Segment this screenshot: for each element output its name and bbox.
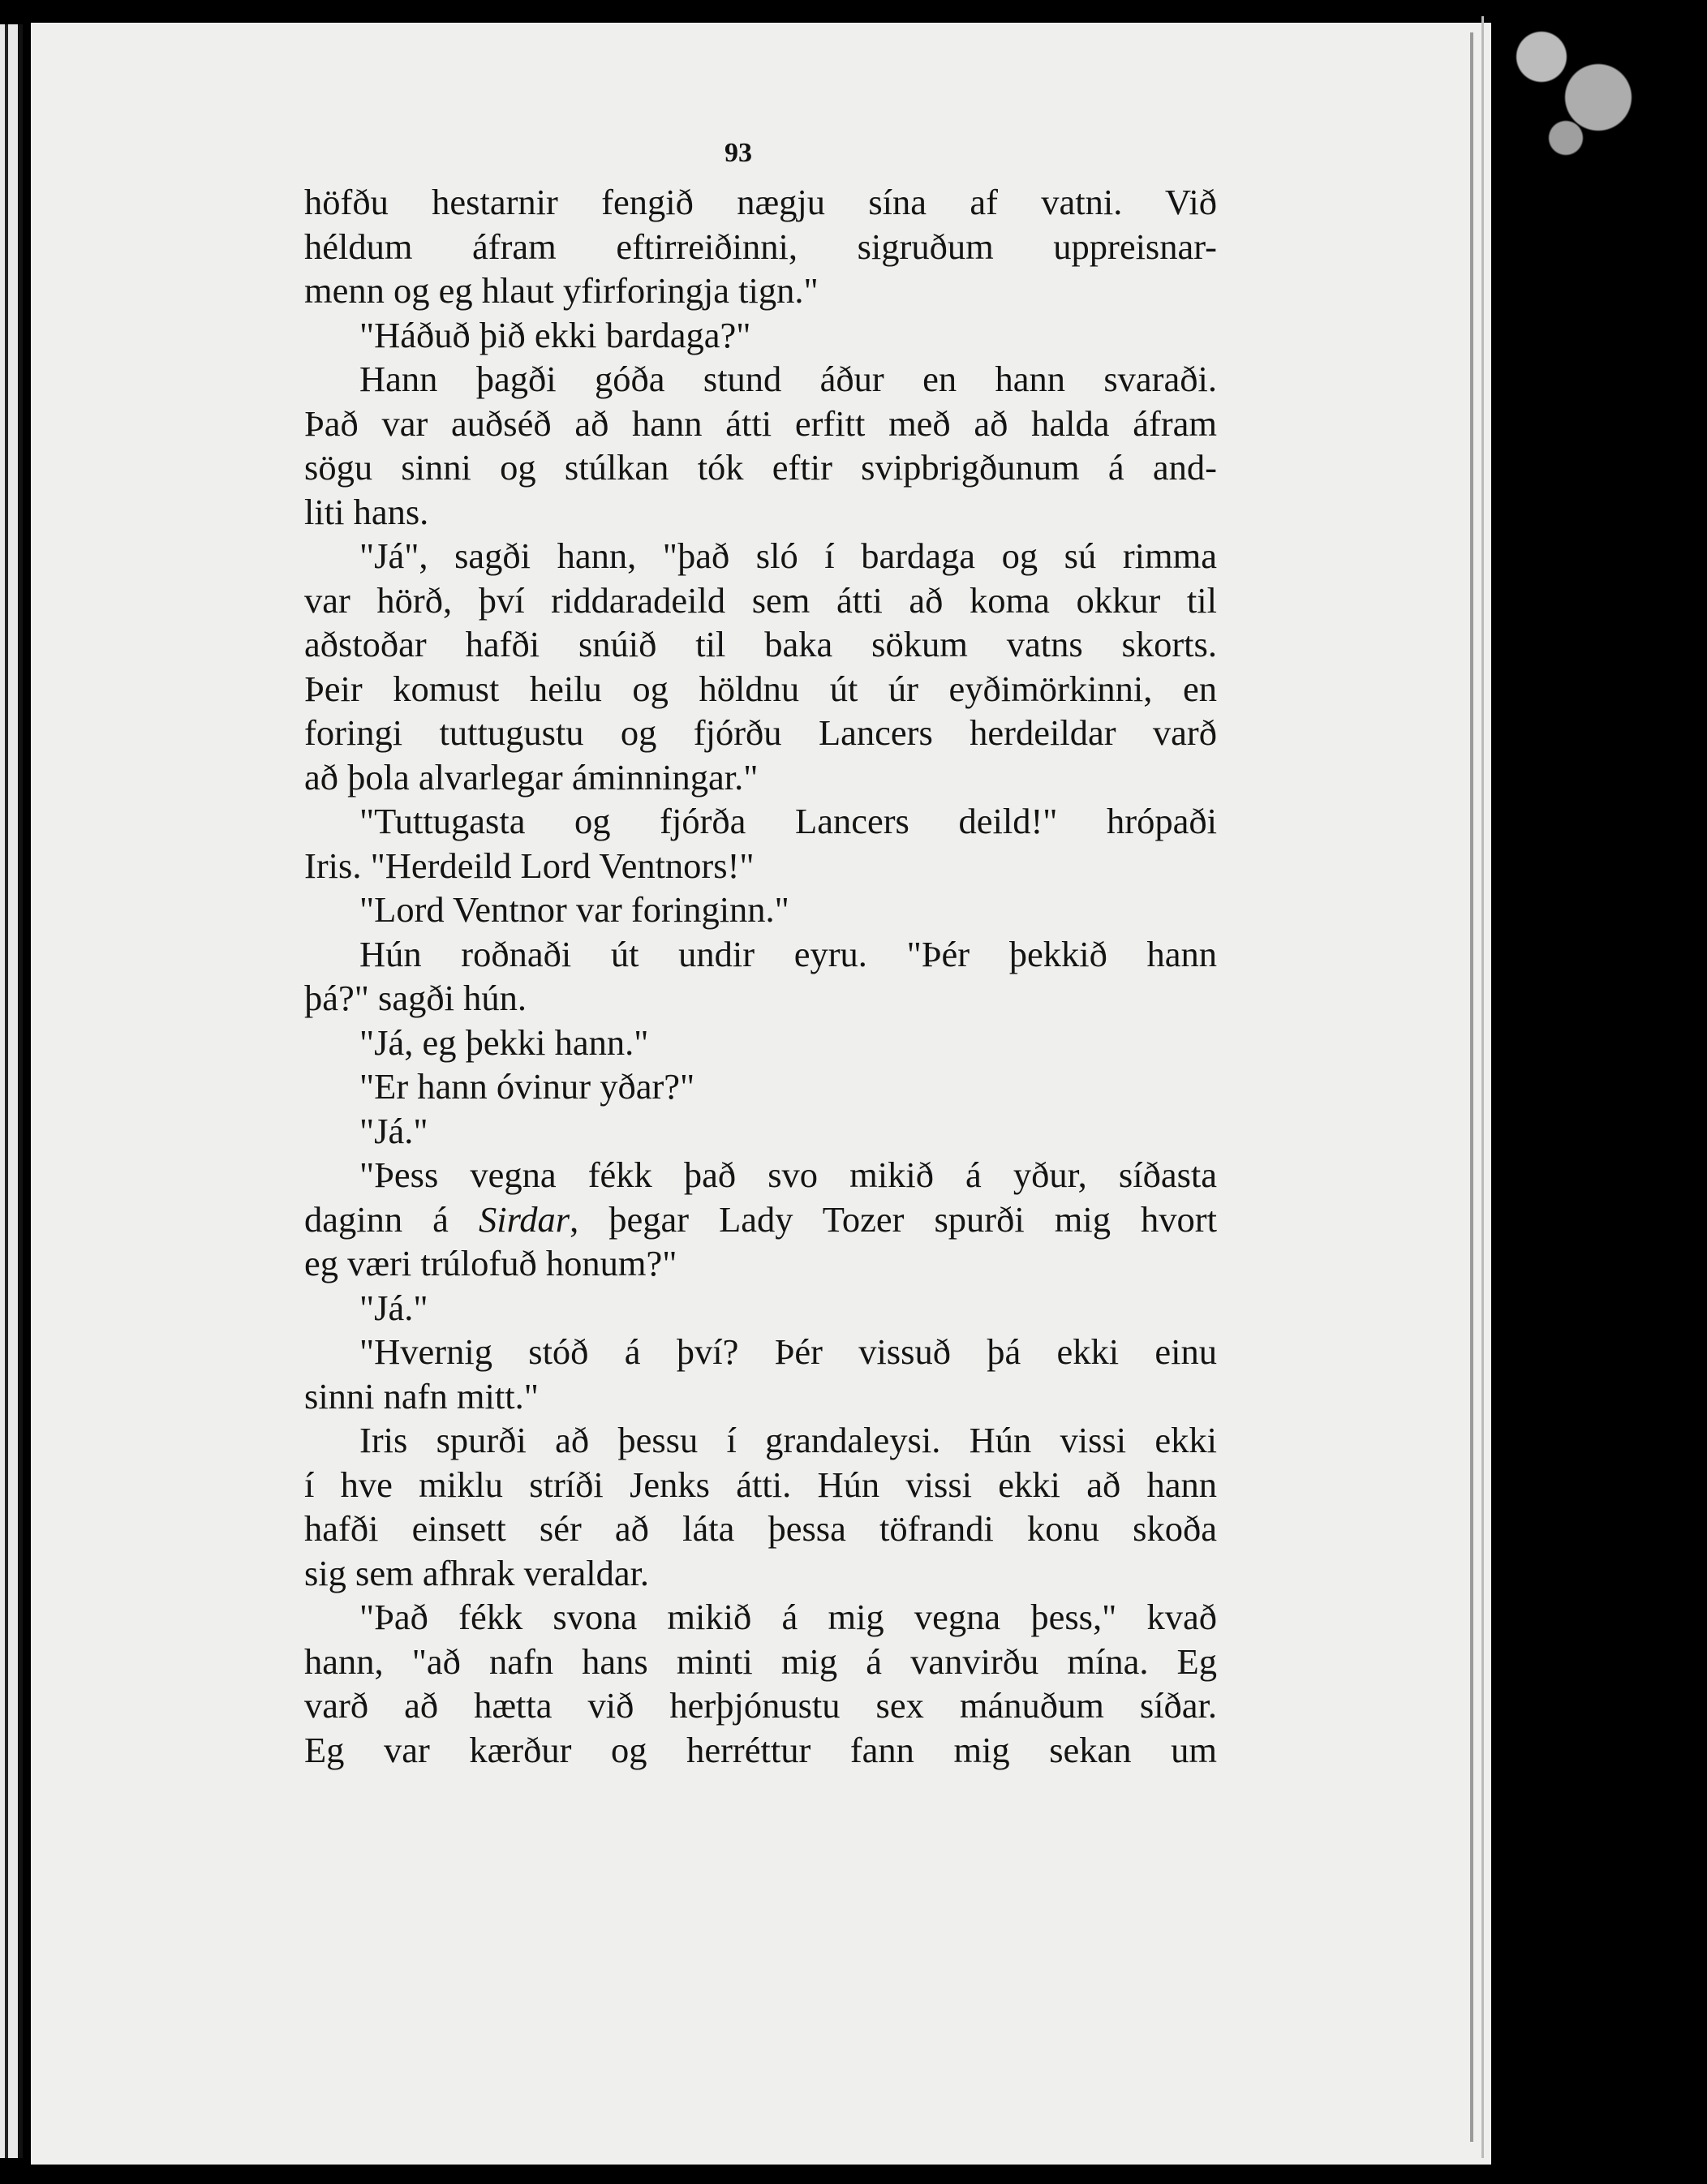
text-line: Iris spurði að þessu í grandaleysi. Hún vissi ekki <box>359 1420 1217 1460</box>
text-line: "Lord Ventnor var foringinn." <box>359 889 789 930</box>
text-line: "Já." <box>359 1287 428 1328</box>
text-line: að þola alvarlegar áminningar." <box>304 756 759 798</box>
text-line: varð að hætta við herþjónustu sex mánuðum síðar. <box>304 1685 1217 1726</box>
text-line: Iris. "Herdeild Lord Ventnors!" <box>304 845 755 886</box>
text-line: eg væri trúlofuð honum?" <box>304 1243 677 1283</box>
text-line: "Já", sagði hann, "það sló í bardaga og sú rimma <box>359 535 1217 576</box>
text-segment: daginn á <box>304 1198 479 1240</box>
text-line: Hann þagði góða stund áður en hann svaraði. <box>359 359 1217 399</box>
text-line: hann, "að nafn hans minti mig á vanvirðu mína. Eg <box>304 1640 1217 1682</box>
text-line: hafði einsett sér að láta þessa töfrandi konu skoða <box>304 1508 1217 1549</box>
text-line: "Það fékk svona mikið á mig vegna þess," kvað <box>359 1597 1217 1637</box>
scan-artifact <box>1493 8 1655 170</box>
text-line: í hve miklu stríði Jenks átti. Hún vissi ekki að hann <box>304 1464 1217 1505</box>
text-line: aðstoðar hafði snúið til baka sökum vatns skorts. <box>304 624 1217 664</box>
text-line: foringi tuttugustu og fjórðu Lancers herdeildar varð <box>304 712 1217 753</box>
text-line: "Já, eg þekki hann." <box>359 1021 649 1063</box>
text-line: "Er hann óvinur yðar?" <box>359 1066 695 1107</box>
text-line: sinni nafn mitt." <box>304 1375 539 1417</box>
text-line: sögu sinni og stúlkan tók eftir svipbrigðunum á and- <box>304 447 1217 488</box>
page-edge-line-outer <box>1481 16 1484 2158</box>
text-segment: , þegar Lady Tozer spurði mig hvort <box>570 1198 1217 1240</box>
facing-page-edge <box>0 24 23 2158</box>
text-line: "Þess vegna fékk það svo mikið á yður, síðasta <box>359 1154 1217 1195</box>
body-text <box>304 180 1217 1772</box>
text-line: menn og eg hlaut yfirforingja tign." <box>304 270 819 311</box>
text-line: "Já." <box>359 1110 428 1151</box>
text-line: "Háðuð þið ekki bardaga?" <box>359 314 751 355</box>
text-line: Það var auðséð að hann átti erfitt með að halda áfram <box>304 402 1217 444</box>
text-line <box>304 1197 1217 1242</box>
italic-ship-name: Sirdar <box>478 1198 570 1240</box>
text-line: var hörð, því riddaradeild sem átti að koma okkur til <box>304 579 1217 621</box>
binding-shadow <box>18 24 23 2158</box>
binding-line <box>5 24 8 2158</box>
text-line: Þeir komust heilu og höldnu út úr eyðimörkinni, en <box>304 668 1217 709</box>
page-number: 93 <box>725 138 752 168</box>
text-line: "Hvernig stóð á því? Þér vissuð þá ekki einu <box>359 1331 1217 1372</box>
text-line: þá?" sagði hún. <box>304 978 527 1018</box>
text-line: Eg var kærður og herréttur fann mig sekan um <box>304 1729 1217 1770</box>
text-line: sig sem afhrak veraldar. <box>304 1552 650 1593</box>
page-edge-line <box>1470 32 1473 2142</box>
text-line: höfðu hestarnir fengið nægju sína af vatni. Við <box>304 182 1217 222</box>
text-line: "Tuttugasta og fjórða Lancers deild!" hrópaði <box>359 801 1217 841</box>
text-line: liti hans. <box>304 491 429 532</box>
text-line: Hún roðnaði út undir eyru. "Þér þekkið hann <box>359 933 1217 974</box>
text-line: héldum áfram eftirreiðinni, sigruðum uppreisnar- <box>304 226 1217 267</box>
